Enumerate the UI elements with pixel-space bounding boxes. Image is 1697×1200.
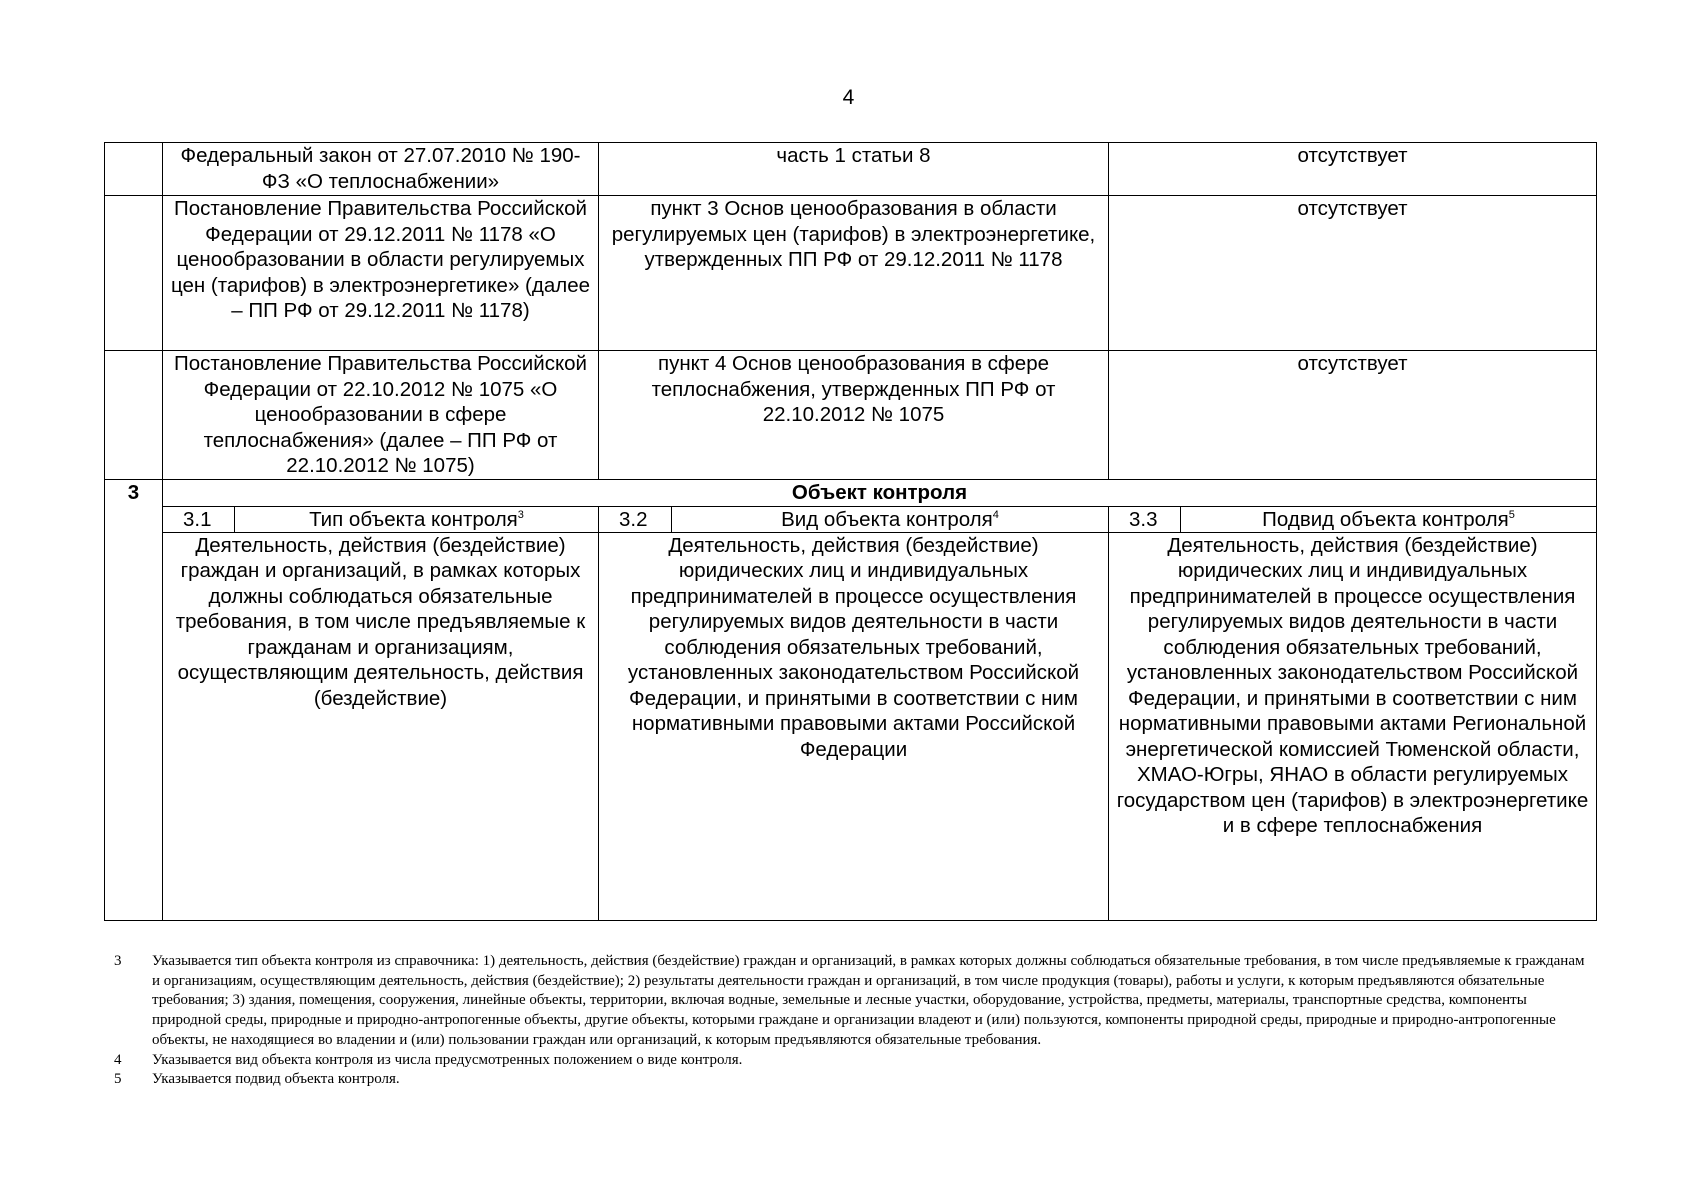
subsection-number: 3.3 xyxy=(1109,507,1181,532)
subsection-number: 3.2 xyxy=(599,507,672,532)
table-row xyxy=(105,351,1597,480)
row-number-cell xyxy=(105,351,163,480)
footnote-text: Указывается подвид объекта контроля. xyxy=(152,1071,400,1088)
subsection-label: Тип объекта контроля$^3$ xyxy=(309,507,524,531)
footnote-number: 3 xyxy=(114,953,122,969)
status-cell: отсутствует xyxy=(1109,351,1597,480)
footnote-text: Указывается вид объекта контроля из числа предусмотренных положением о виде контроля. xyxy=(152,1051,743,1068)
subsection-label: Вид объекта контроля$^4$ xyxy=(781,507,999,531)
object-type-value: Деятельность, действия (бездействие) граждан и организаций, в рамках которых должны соблюдаться обязательные требования, в том числе предъявляемые к гражданам и организациям, осуществляющим деятельность, действия (бездействие) xyxy=(163,532,599,920)
row-number-cell xyxy=(105,143,163,196)
object-subkind-value: Деятельность, действия (бездействие) юридических лиц и индивидуальных предпринимателей в процессе осуществления регулируемых видов деятельности в части соблюдения обязательных требований, установленных законодательством Российской Федерации, и принятыми в соответствии с ним нормативными правовыми актами Региональной энергетической комиссией Тюменской области, ХМАО-Югры, ЯНАО в области регулируемых государством цен (тарифов) в электроэнергетике и в сфере теплоснабжения xyxy=(1109,532,1597,920)
status-cell: отсутствует xyxy=(1109,143,1597,196)
footnote-3 xyxy=(114,952,1594,1051)
subsection-3-3 xyxy=(1109,506,1597,532)
section-number: 3 xyxy=(105,480,163,921)
table-row xyxy=(105,143,1597,196)
footnote-4 xyxy=(114,1051,1594,1071)
footnote-text: Указывается тип объекта контроля из справочника: 1) деятельность, действия (бездействие) граждан и организаций, в рамках которых должны соблюдаться обязательные требования, в том числе предъявляемые к гражданам и организациям, осуществляющим деятельность, действия (бездействие); 2) результаты деятельности граждан и организаций, в том числе продукция (товары), работы и услуги, к которым предъявляются обязательные требования; 3) здания, помещения, сооружения, линейные объекты, территории, включая водные, земельные и лесные участки, оборудование, устройства, предметы, материалы, транспортные средства, компоненты природной среды, природные и природно-антропогенные объекты, другие объекты, которыми граждане и организации владеют и (или) пользуются, компоненты природной среды, природные и природно-антропогенные объекты, не находящиеся во владении и (или) пользовании граждан или организаций, к которым предъявляются обязательные требования. xyxy=(152,953,1585,1048)
status-cell: отсутствует xyxy=(1109,196,1597,351)
footnote-number: 5 xyxy=(114,1071,122,1088)
article-cell: часть 1 статьи 8 xyxy=(599,143,1109,196)
article-cell: пункт 3 Основ ценообразования в области регулируемых цен (тарифов) в электроэнергетике, утвержденных ПП РФ от 29.12.2011 № 1178 xyxy=(599,196,1109,351)
control-table xyxy=(104,142,1597,921)
subsection-label: Подвид объекта контроля$^5$ xyxy=(1262,507,1515,531)
subsection-row xyxy=(105,506,1597,532)
subsection-3-1 xyxy=(163,506,599,532)
object-kind-value: Деятельность, действия (бездействие) юридических лиц и индивидуальных предпринимателей в процессе осуществления регулируемых видов деятельности в части соблюдения обязательных требований, установленных законодательством Российской Федерации, и принятыми в соответствии с ним нормативными правовыми актами Российской Федерации xyxy=(599,532,1109,920)
section-values-row xyxy=(105,532,1597,920)
footnotes xyxy=(114,952,1594,1090)
law-cell: Постановление Правительства Российской Федерации от 22.10.2012 № 1075 «О ценообразовании в сфере теплоснабжения» (далее – ПП РФ от 22.10.2012 № 1075) xyxy=(163,351,599,480)
law-cell: Постановление Правительства Российской Федерации от 29.12.2011 № 1178 «О ценообразовании в области регулируемых цен (тарифов) в электроэнергетике» (далее – ПП РФ от 29.12.2011 № 1178) xyxy=(163,196,599,351)
footnote-5 xyxy=(114,1070,1594,1090)
page-number: 4 xyxy=(842,86,855,109)
row-number-cell xyxy=(105,196,163,351)
footnote-ref: 5 xyxy=(1508,508,1515,521)
law-cell: Федеральный закон от 27.07.2010 № 190-ФЗ «О теплоснабжении» xyxy=(163,143,599,196)
footnote-ref: 3 xyxy=(517,508,524,521)
subsection-number: 3.1 xyxy=(163,507,235,532)
subsection-3-2 xyxy=(599,506,1109,532)
footnote-number: 4 xyxy=(114,1051,122,1068)
section-title: Объект контроля xyxy=(163,480,1597,507)
section-header-row xyxy=(105,480,1597,507)
article-cell: пункт 4 Основ ценообразования в сфере теплоснабжения, утвержденных ПП РФ от 22.10.2012 № 1075 xyxy=(599,351,1109,480)
table-row xyxy=(105,196,1597,351)
footnote-ref: 4 xyxy=(992,508,999,521)
